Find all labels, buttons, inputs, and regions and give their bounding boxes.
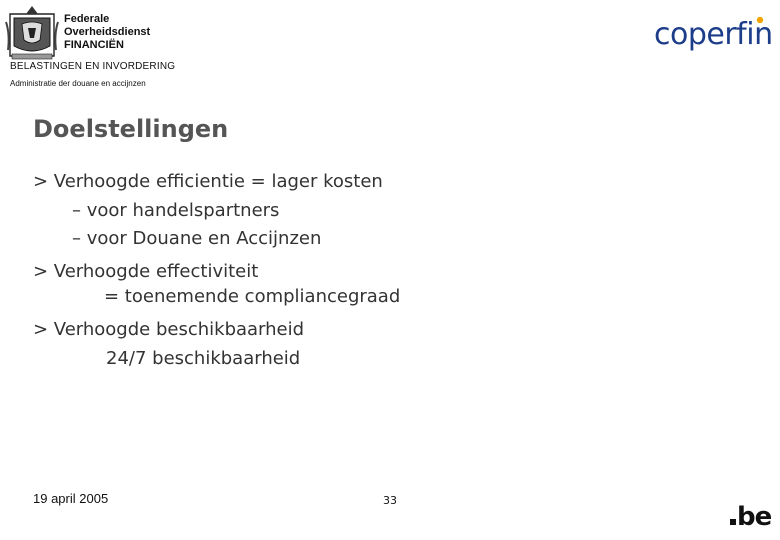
administration-name: Administratie der douane en accijnzen	[10, 79, 146, 88]
department-name-line-2: Overheidsdienst	[64, 26, 151, 38]
division-name: BELASTINGEN EN INVORDERING	[10, 61, 176, 72]
belgian-coat-of-arms-icon	[4, 4, 60, 62]
coperfin-logo-text: coperfin	[654, 17, 773, 52]
page-number: 33	[383, 494, 397, 507]
slide-title: Doelstellingen	[33, 115, 229, 143]
bullet-effectiveness: > Verhoogde effectiviteit	[33, 261, 259, 282]
footer-date: 19 april 2005	[33, 491, 109, 506]
department-name-line-3: FINANCIËN	[64, 39, 124, 51]
bullet-availability: > Verhoogde beschikbaarheid	[33, 319, 305, 340]
bullet-effectiveness-detail: = toenemende compliancegraad	[104, 286, 401, 307]
svg-text:be: be	[737, 502, 772, 528]
bullet-efficiency: > Verhoogde efficientie = lager kosten	[33, 171, 383, 192]
bullet-availability-detail: 24/7 beschikbaarheid	[106, 348, 301, 369]
sub-bullet-trade-partners: – voor handelspartners	[72, 200, 280, 221]
sub-bullet-customs: – voor Douane en Accijnzen	[72, 228, 322, 249]
be-logo-icon	[728, 490, 774, 528]
department-name-line-1: Federale	[64, 13, 110, 25]
